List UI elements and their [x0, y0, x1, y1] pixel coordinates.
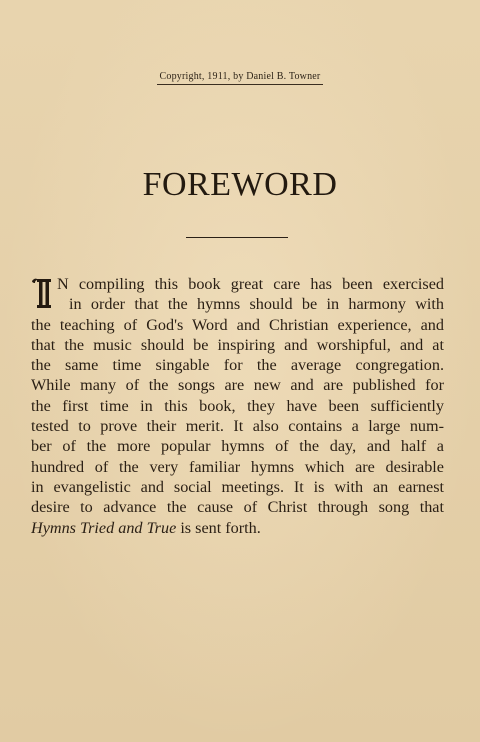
paragraph-line: desire to advance the cause of Christ through song that	[31, 498, 444, 517]
closing-text: is sent forth.	[176, 518, 261, 537]
drop-cap-initial	[31, 277, 55, 310]
paragraph-line: While many of the songs are new and are published for	[31, 376, 444, 395]
book-title-italic: Hymns Tried and True	[31, 518, 177, 537]
paragraph-line: the same time singable for the average congregation.	[31, 356, 444, 375]
paragraph-line: N compiling this book great care has been exercised	[57, 275, 444, 293]
paragraph-line: that the music should be inspiring and worshipful, and at	[31, 335, 444, 354]
page-title: FOREWORD	[142, 166, 338, 203]
foreword-paragraph	[31, 274, 444, 538]
copyright-text: Copyright, 1911, by Daniel B. Towner	[157, 71, 324, 85]
paragraph-line: hundred of the very familiar hymns which are desirable	[31, 457, 444, 476]
paragraph-line: the teaching of God's Word and Christian experience, and	[31, 315, 444, 334]
copyright-notice	[0, 71, 480, 85]
paragraph-line: in evangelistic and social meetings. It is with an earnest	[31, 477, 444, 496]
paragraph-line-closing	[31, 518, 444, 538]
paragraph-line: tested to prove their merit. It also contains a large num-	[31, 417, 444, 436]
paragraph-line: ber of the more popular hymns of the day, and half a	[31, 437, 444, 456]
paragraph-line: the first time in this book, they have been sufficiently	[31, 396, 444, 415]
paragraph-line: in order that the hymns should be in harmony with	[69, 295, 444, 314]
title-underline-divider	[186, 237, 288, 238]
